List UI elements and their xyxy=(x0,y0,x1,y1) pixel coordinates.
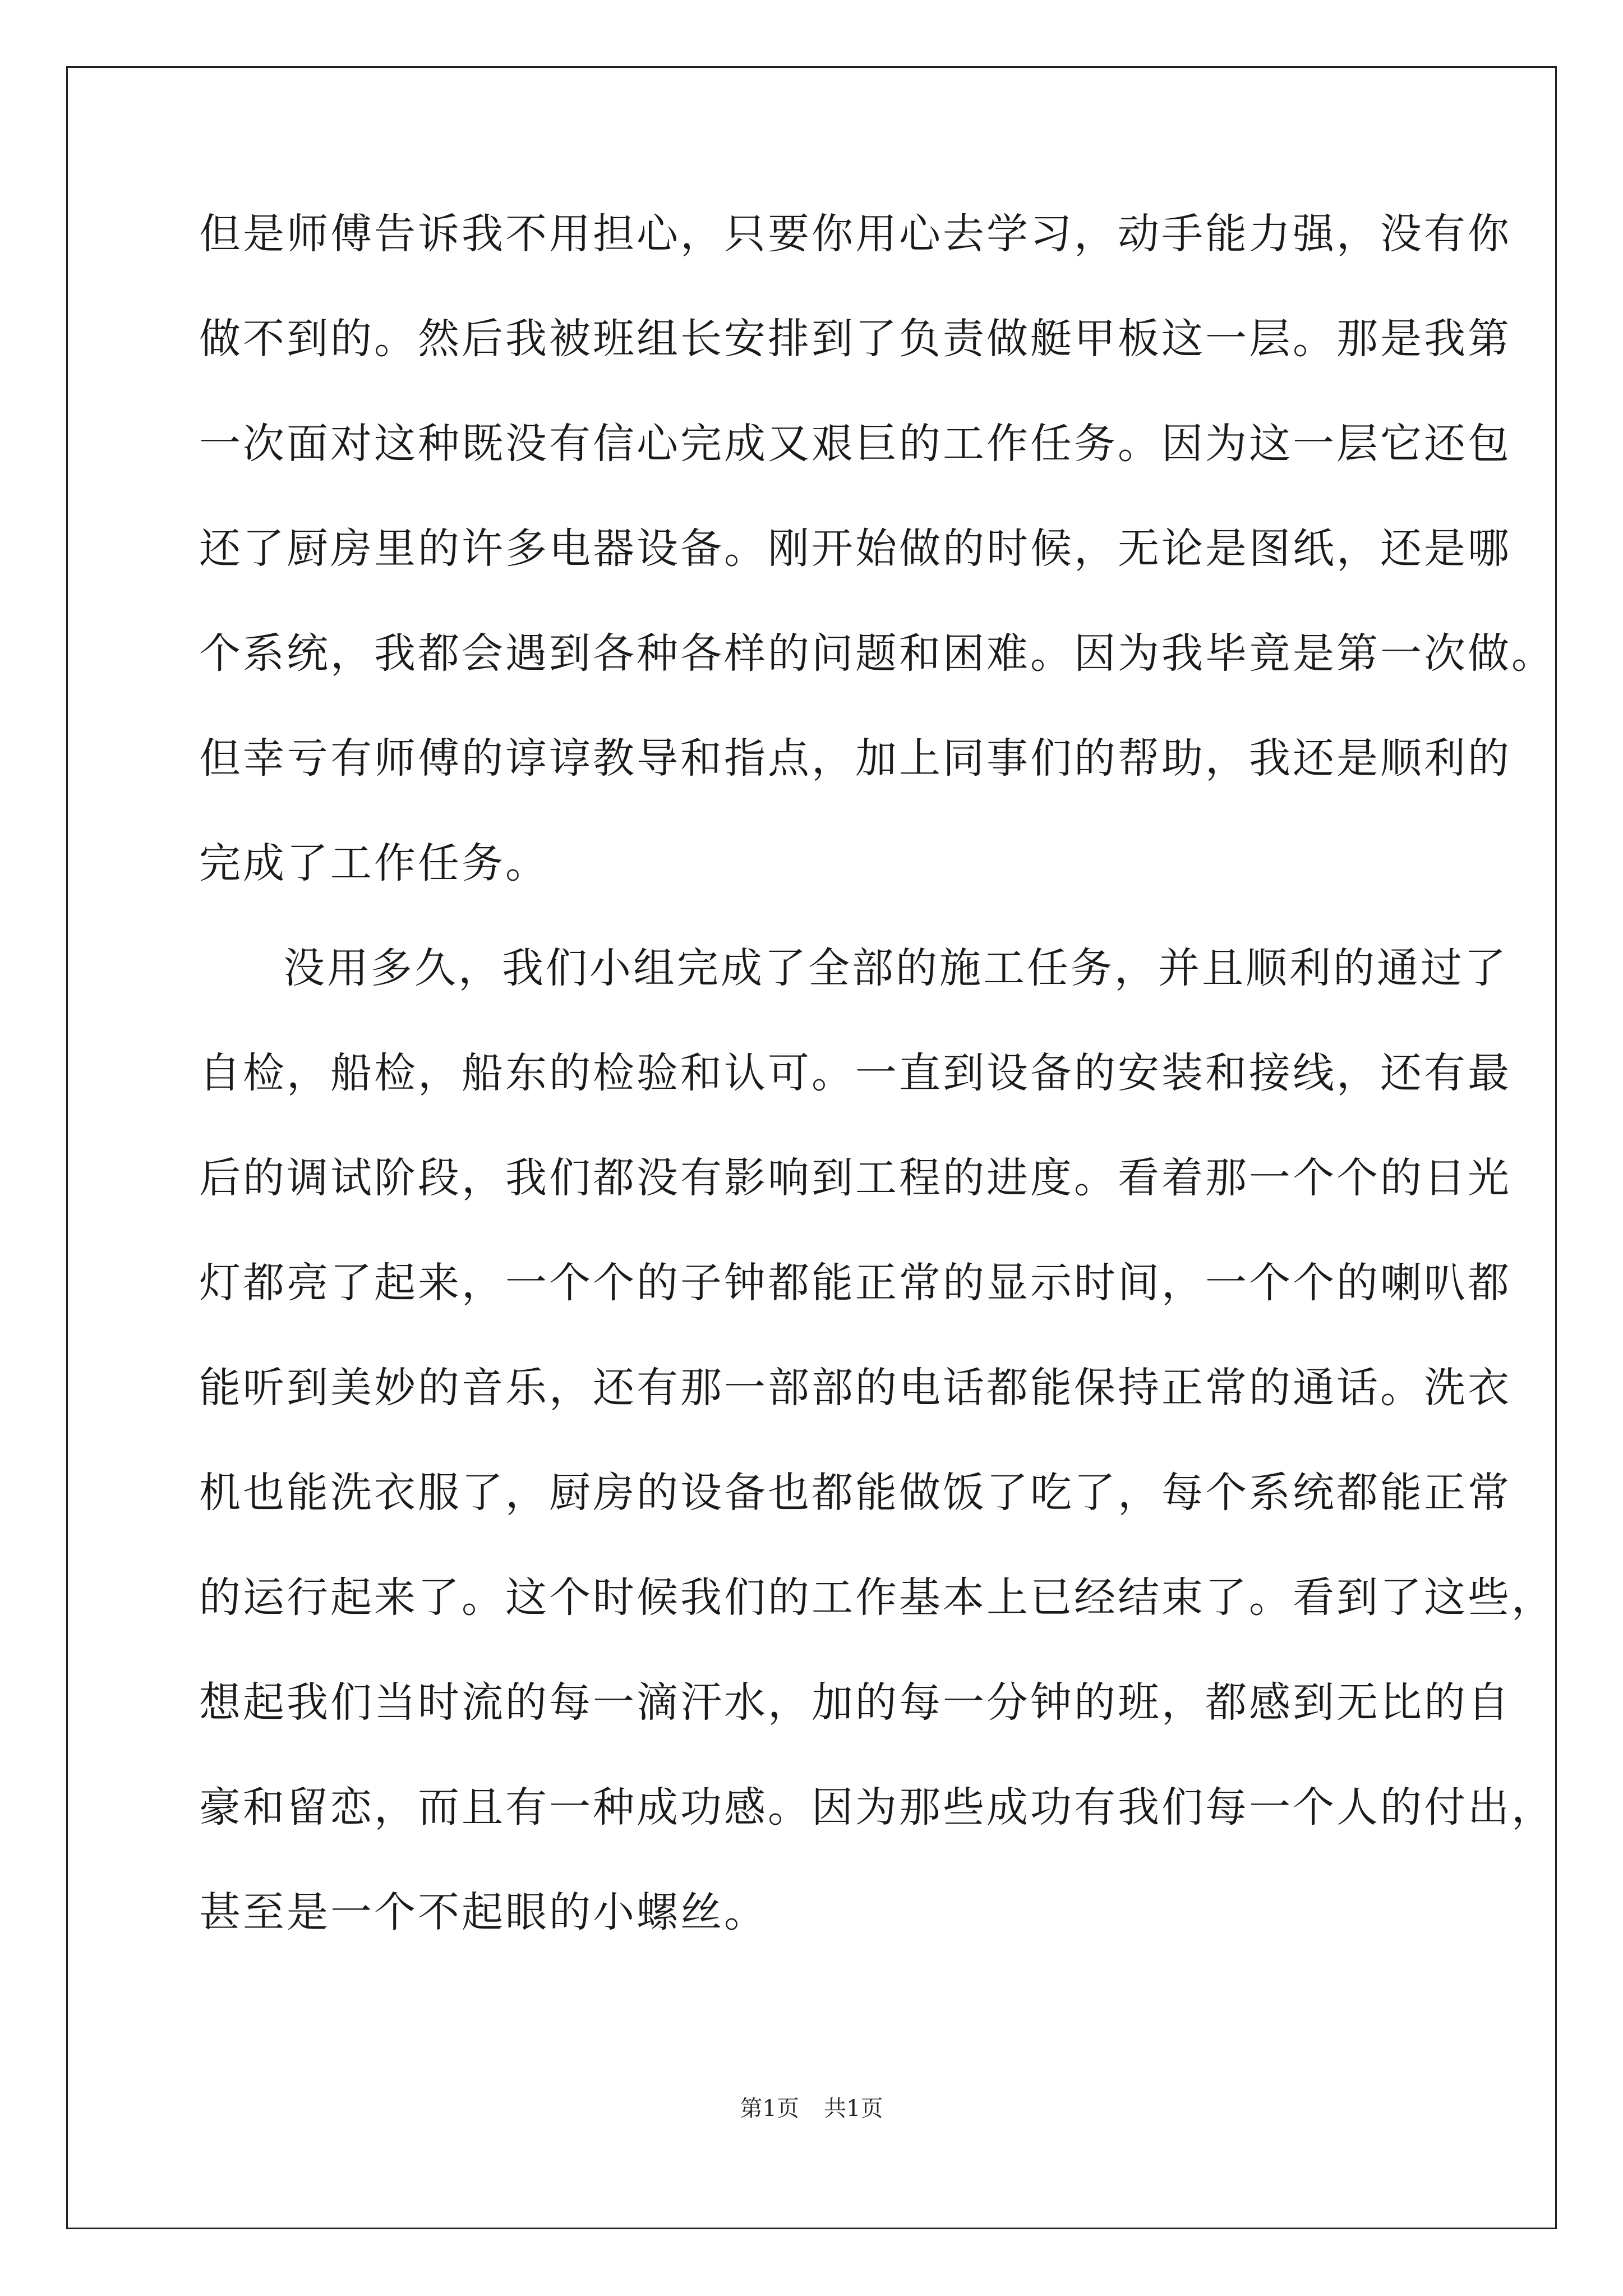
paragraph-2-line-10: 甚至是一个不起眼的小螺丝。 xyxy=(199,1888,768,1936)
paragraph-2-line-6: 机也能洗衣服了，厨房的设备也都能做饭了吃了，每个系统都能正常 xyxy=(199,1469,1511,1517)
paragraph-1-line-3: 一次面对这种既没有信心完成又艰巨的工作任务。因为这一层它还包 xyxy=(199,420,1511,468)
paragraph-1-line-5: 个系统，我都会遇到各种各样的问题和困难。因为我毕竟是第一次做。 xyxy=(199,629,1555,678)
paragraph-1-line-4: 还了厨房里的许多电器设备。刚开始做的时候，无论是图纸，还是哪 xyxy=(199,524,1511,573)
paragraph-2-line-5: 能听到美妙的音乐，还有那一部部的电话都能保持正常的通话。洗衣 xyxy=(199,1364,1511,1412)
paragraph-1-line-2: 做不到的。然后我被班组长安排到了负责做艇甲板这一层。那是我第 xyxy=(199,315,1511,363)
paragraph-2-line-2: 自检，船检，船东的检验和认可。一直到设备的安装和接线，还有最 xyxy=(199,1049,1511,1097)
paragraph-2-line-3: 后的调试阶段，我们都没有影响到工程的进度。看着那一个个的日光 xyxy=(199,1154,1511,1202)
paragraph-1-line-1: 但是师傅告诉我不用担心，只要你用心去学习，动手能力强，没有你 xyxy=(199,210,1511,258)
paragraph-2-line-9: 豪和留恋，而且有一种成功感。因为那些成功有我们每一个人的付出， xyxy=(199,1783,1555,1832)
paragraph-1-line-6: 但幸亏有师傅的谆谆教导和指点，加上同事们的帮助，我还是顺利的 xyxy=(199,734,1511,783)
page-footer xyxy=(0,2096,1623,2121)
page-number-label: 第1页 xyxy=(740,2096,799,2122)
document-body xyxy=(199,210,1555,1996)
paragraph-2-line-7: 的运行起来了。这个时候我们的工作基本上已经结束了。看到了这些， xyxy=(199,1573,1555,1622)
paragraph-2-line-8: 想起我们当时流的每一滴汗水，加的每一分钟的班，都感到无比的自 xyxy=(199,1678,1511,1727)
paragraph-1-line-7: 完成了工作任务。 xyxy=(199,839,549,887)
paragraph-2-line-1: 没用多久，我们小组完成了全部的施工任务，并且顺利的通过了 xyxy=(283,944,1508,992)
paragraph-2-line-4: 灯都亮了起来，一个个的子钟都能正常的显示时间，一个个的喇叭都 xyxy=(199,1259,1511,1307)
page-total-label: 共1页 xyxy=(824,2096,883,2122)
